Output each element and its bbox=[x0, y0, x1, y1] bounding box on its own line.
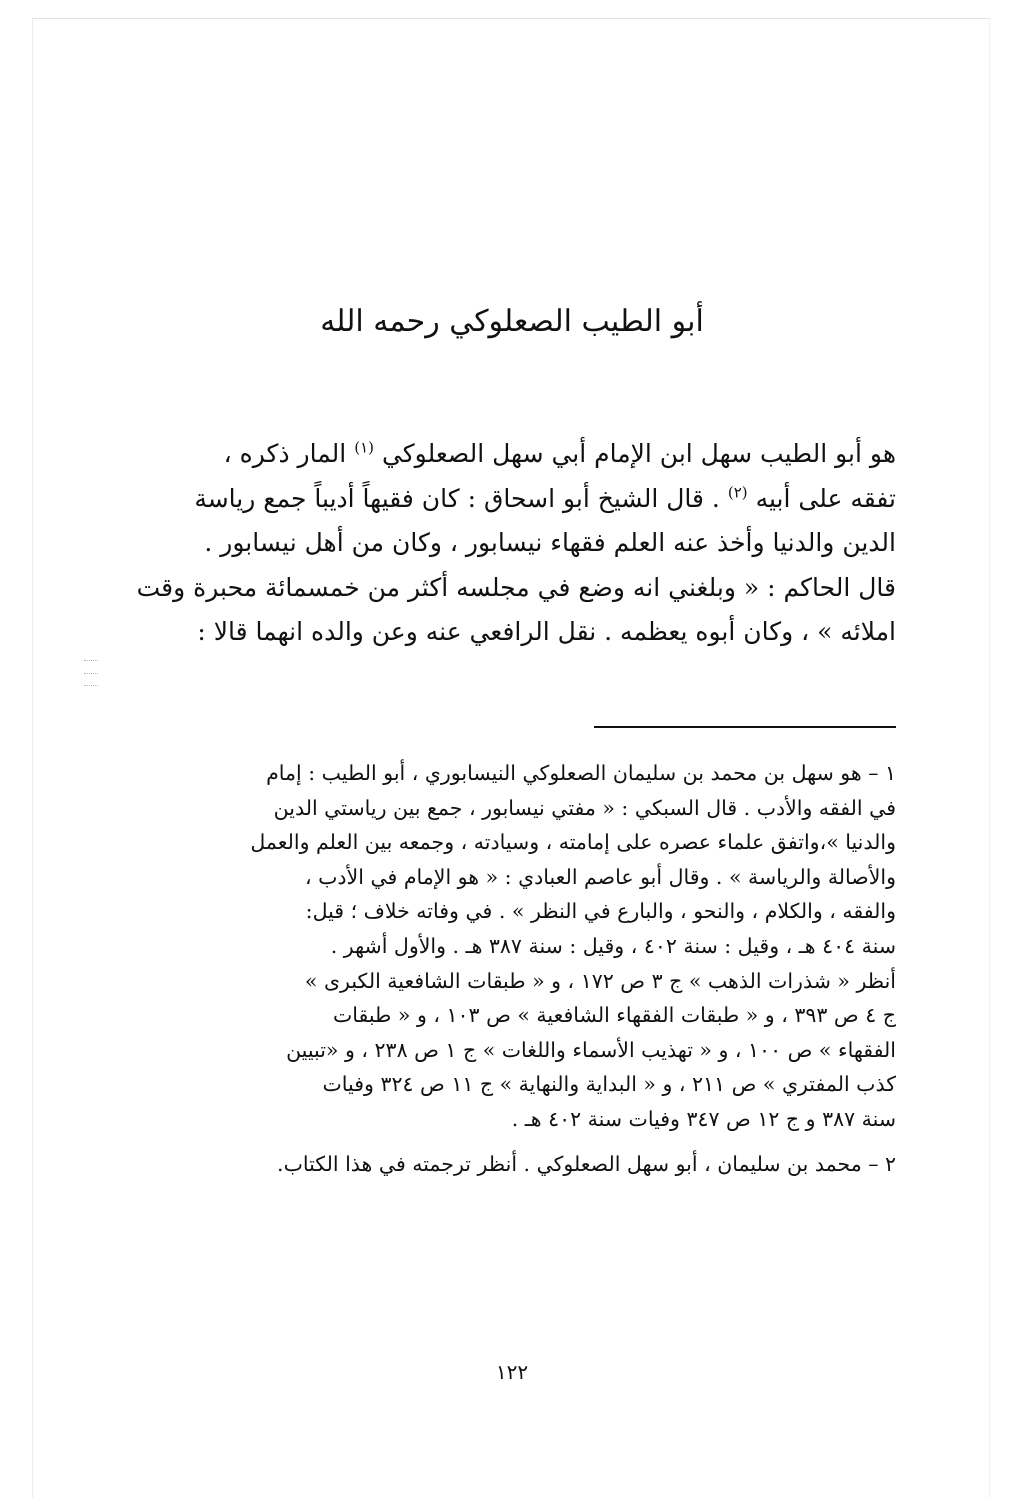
page-number: ١٢٢ bbox=[495, 1360, 529, 1384]
body-text-segment: تفقه على أبيه bbox=[755, 483, 896, 513]
footnote-line: ج ٤ ص ٣٩٣ ، و « طبقات الفقهاء الشافعية » ص ١٠٣ ، و « طبقات bbox=[332, 1003, 896, 1028]
footnote-1 bbox=[136, 756, 896, 1137]
footnote-line: ١ – هو سهل بن محمد بن سليمان الصعلوكي النيسابوري ، أبو الطيب : إمام bbox=[266, 761, 896, 785]
main-paragraph bbox=[136, 432, 896, 655]
footnote-line: سنة ٤٠٤ هـ ، وقيل : سنة ٤٠٢ ، وقيل : سنة ٣٨٧ هـ . والأول أشهر . bbox=[330, 933, 896, 958]
footnote-line: في الفقه والأدب . قال السبكي : « مفتي نيسابور ، جمع بين رياستي الدين bbox=[273, 795, 896, 820]
margin-dots bbox=[84, 660, 98, 686]
body-line-1 bbox=[136, 432, 896, 477]
body-text-segment: المار ذكره ، bbox=[223, 439, 347, 468]
margin-dot-line bbox=[84, 673, 98, 674]
footnote-separator bbox=[594, 726, 896, 728]
footnotes bbox=[136, 756, 896, 1181]
margin-dot-line bbox=[84, 660, 98, 661]
body-line-5: املائه » ، وكان أبوه يعظمه . نقل الرافعي عنه وعن والده انهما قالا : bbox=[197, 617, 896, 647]
body-text-segment: . قال الشيخ أبو اسحاق : كان فقيهاً أديباً جمع رياسة bbox=[194, 483, 720, 513]
footnote-marker-1[interactable]: (١) bbox=[354, 438, 374, 457]
footnote-line: والدنيا »،واتفق علماء عصره على إمامته ، وسيادته ، وجمعه بين العلم والعمل bbox=[250, 830, 896, 855]
footnote-2 bbox=[136, 1147, 896, 1182]
footnote-line: والفقه ، والكلام ، والنحو ، والبارع في النظر » . في وفاته خلاف ؛ قيل: bbox=[305, 899, 896, 924]
footnote-marker-2[interactable]: (٢) bbox=[727, 483, 748, 502]
page-title: أبو الطيب الصعلوكي رحمه الله bbox=[320, 304, 704, 339]
body-line-4: قال الحاكم : « وبلغني انه وضع في مجلسه أكثر من خمسمائة محبرة وقت bbox=[136, 572, 896, 602]
margin-dot-line bbox=[84, 685, 98, 686]
footnote-line: أنظر « شذرات الذهب » ج ٣ ص ١٧٢ ، و « طبقات الشافعية الكبرى » bbox=[304, 968, 896, 993]
body-text-segment: هو أبو الطيب سهل ابن الإمام أبي سهل الصعلوكي bbox=[381, 439, 896, 468]
body-line-3: الدين والدنيا وأخذ عنه العلم فقهاء نيسابور ، وكان من أهل نيسابور . bbox=[204, 528, 896, 558]
footnote-line: والأصالة والرياسة » . وقال أبو عاصم العبادي : « هو الإمام في الأدب ، bbox=[304, 864, 896, 889]
body-line-2 bbox=[136, 477, 896, 522]
footnote-line: الفقهاء » ص ١٠٠ ، و « تهذيب الأسماء واللغات » ج ١ ص ٢٣٨ ، و «تبيين bbox=[286, 1037, 896, 1062]
footnote-line: كذب المفتري » ص ٢١١ ، و « البداية والنهاية » ج ١١ ص ٣٢٤ وفيات bbox=[322, 1072, 896, 1097]
footnote-line: سنة ٣٨٧ و ج ١٢ ص ٣٤٧ وفيات سنة ٤٠٢ هـ . bbox=[511, 1106, 896, 1131]
footnote-line: ٢ – محمد بن سليمان ، أبو سهل الصعلوكي . أنظر ترجمته في هذا الكتاب. bbox=[277, 1151, 896, 1176]
